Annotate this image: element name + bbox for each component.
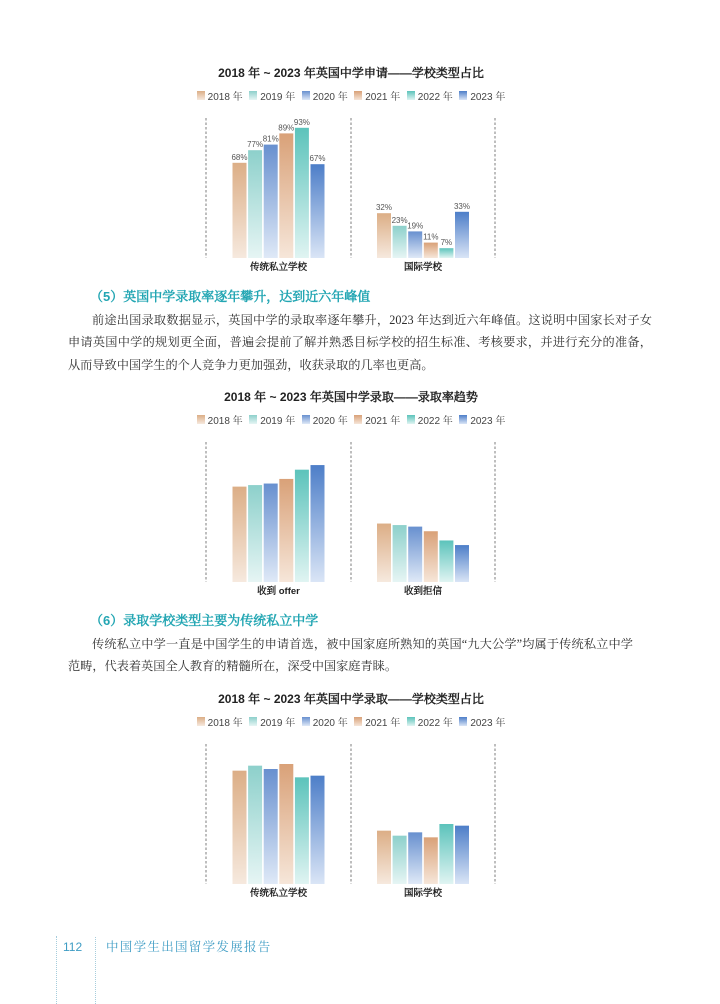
footer-divider [56,936,57,1004]
legend-label: 2019 年 [260,415,296,427]
category-label: 收到 offer [257,586,300,597]
value-label: 23% [391,215,408,225]
bar [455,212,469,258]
bar [377,213,391,258]
legend-label: 2023 年 [470,91,506,103]
legend-label: 2019 年 [260,91,296,103]
bar [377,524,391,582]
value-label: 67% [309,154,326,164]
value-label: 93% [293,117,310,127]
bar [233,771,247,884]
chart-plot [0,686,720,901]
value-label: 19% [407,221,424,231]
legend-label: 2023 年 [470,717,506,729]
legend-label: 2023 年 [470,415,506,427]
bar [393,525,407,582]
legend-label: 2022 年 [417,717,453,729]
bar [424,531,438,582]
legend-label: 2020 年 [312,91,348,103]
category-label: 收到拒信 [403,586,443,597]
bar [408,832,422,884]
bar [393,226,407,258]
bar [311,776,325,884]
bar [439,248,453,258]
bar [279,133,293,258]
paragraph-line: 从而导致中国学生的个人竞争力更加强劲，收获录取的几率也更高。 [68,358,434,372]
page-number: 112 [63,940,83,954]
chart-title: 2018 年 ~ 2023 年英国中学录取——学校类型占比 [218,692,484,706]
bar [279,764,293,884]
bar [393,836,407,884]
bar [408,527,422,582]
chart-admission-rate-trend [0,384,720,599]
bar [279,479,293,582]
legend-label: 2021 年 [365,717,401,729]
legend-label: 2020 年 [312,415,348,427]
chart-application-school-type [0,60,720,275]
legend-label: 2022 年 [417,91,453,103]
category-label: 国际学校 [403,262,443,273]
category-label: 传统私立学校 [249,888,308,899]
bar [439,540,453,582]
section-heading: （6）录取学校类型主要为传统私立中学 [90,613,319,628]
footer-divider [95,937,96,1004]
category-label: 传统私立学校 [249,262,308,273]
bar [424,837,438,884]
legend-label: 2019 年 [260,717,296,729]
bar [408,231,422,258]
paragraph-line: 传统私立中学一直是中国学生的申请首选，被中国家庭所熟知的英国“九大公学”均属于传统私立中学 [92,637,633,651]
legend-label: 2018 年 [207,717,243,729]
paragraph-line: 申请英国中学的规划更全面，普遍会提前了解并熟悉目标学校的招生标准、考核要求，并进行充分的准备， [68,335,652,349]
chart-title: 2018 年 ~ 2023 年英国中学申请——学校类型占比 [218,66,484,80]
bar [311,465,325,582]
report-title: 中国学生出国留学发展报告 [106,940,272,954]
chart-admission-school-type [0,686,720,901]
bar [264,145,278,258]
bar [295,470,309,582]
bar [248,150,262,258]
bar [264,769,278,884]
legend-label: 2021 年 [365,91,401,103]
chart-title: 2018 年 ~ 2023 年英国中学录取——录取率趋势 [224,390,478,404]
chart-plot [0,384,720,599]
bar [424,243,438,258]
value-label: 77% [247,140,264,150]
chart-plot [0,60,720,275]
bar [377,831,391,884]
bar [248,766,262,884]
paragraph-line: 范畴，代表着英国全人教育的精髓所在，深受中国家庭青睐。 [68,659,398,673]
legend-label: 2020 年 [312,717,348,729]
bar [248,485,262,582]
legend-label: 2018 年 [207,91,243,103]
category-label: 国际学校 [403,888,443,899]
bar [295,128,309,258]
bar [264,484,278,582]
bar [233,163,247,258]
bar [455,826,469,884]
value-label: 68% [231,152,248,162]
paragraph-line: 前途出国录取数据显示，英国中学的录取率逐年攀升，2023 年达到近六年峰值。这说明中国家长对子女 [92,313,652,327]
legend-label: 2021 年 [365,415,401,427]
value-label: 89% [278,123,295,133]
legend-label: 2018 年 [207,415,243,427]
bar [233,487,247,582]
value-label: 33% [453,201,471,211]
legend-label: 2022 年 [417,415,453,427]
bar [311,164,325,258]
value-label: 32% [375,203,393,213]
bar [455,545,469,582]
value-label: 81% [262,134,279,144]
bar [295,777,309,884]
value-label: 11% [423,232,439,242]
value-label: 7% [440,238,453,248]
bar [439,824,453,884]
section-heading: （5）英国中学录取率逐年攀升，达到近六年峰值 [90,289,371,304]
